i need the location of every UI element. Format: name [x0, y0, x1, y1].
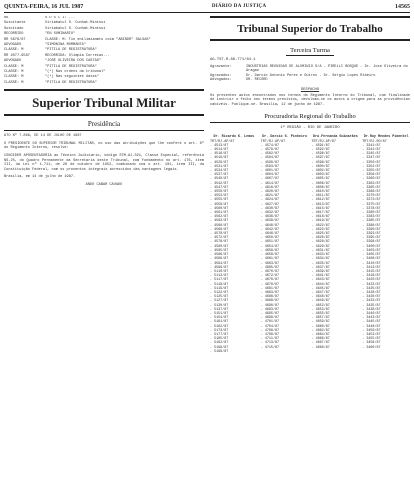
prt-process-entry: - 5185/87 — [210, 337, 229, 342]
prt-process-entry: - 3458/87 — [362, 341, 381, 346]
left-entry-text: "(*) Nas seguintes datas" — [45, 75, 99, 80]
prt-process-entry: - 3393/87 — [362, 232, 381, 237]
left-entry — [4, 43, 204, 47]
stm-title: Superior Tribunal Militar — [4, 89, 204, 116]
left-entry-label: RR 4077-9587 — [4, 53, 30, 58]
tst-party-name: INDÚSTRIAS REUNIDAS DE ALUMINIO S/A - PIRELLI BOSQUE - Dr. Jose Oliveira do Aragao — [246, 65, 408, 74]
prt-process-entry: - 4693/87 — [260, 307, 280, 312]
tst-party-row — [210, 65, 410, 74]
left-entry-text: CLASSE: M: Tin enilimianmtu coim "ABINDR" SALSAS" — [45, 37, 151, 42]
prt-procurador-column — [312, 133, 360, 354]
prt-process-entry: - 3363/87 — [362, 181, 381, 186]
prt-process-entry: - 4658/87 — [260, 253, 280, 258]
prt-process-entry: - 3358/87 — [362, 173, 381, 178]
prt-process-entry: - 4560/87 — [210, 206, 229, 211]
prt-procurador-name: Dr. Darcio G. Pinheiro — [262, 135, 307, 140]
prt-process-entry: - 3430/87 — [362, 295, 381, 300]
prt-process-entry: - 3440/87 — [362, 311, 381, 316]
prt-process-entry: - 4606/87 — [311, 181, 330, 186]
prt-process-entry: - 3373/87 — [362, 198, 381, 203]
prt-process-entry: - 5122/87 — [210, 290, 229, 295]
tst-party-name: Dr. Darcio Antonio Perez e Outros - Dr. Sergio Lopes Ribeiro — [246, 73, 376, 78]
prt-process-entry: - 3423/87 — [362, 282, 381, 287]
left-entry-label: CLASSE: M — [4, 80, 24, 85]
left-entry-label: CLASSE: M — [4, 75, 24, 80]
prt-process-entry: - 4635/87 — [311, 261, 330, 266]
prt-process-entry: - 4656/87 — [260, 248, 280, 253]
prt-process-entry: - 4686/87 — [260, 295, 280, 300]
tst-despacho-text: Os presentes autos encontrados nos termos do Regimento Interno do Tribunal, com finalidade de instruir o feito nos termos previstos, devolvam-se os autos à origem para as providências cabíveis. Publique-se. Brasília, 12 de junho de 1987. — [210, 93, 410, 107]
left-entry-text: "PITILA DE REGISTRATURA" — [45, 80, 97, 85]
prt-process-entry: - 4636/87 — [260, 215, 280, 220]
stm-paragraph: ATO Nº 7.866, DE 14 DE JULHO DE 1987 — [4, 134, 82, 139]
prt-process-entry: - 4614/87 — [260, 181, 280, 186]
left-entry — [4, 75, 204, 79]
prt-process-entry: - 4622/87 — [311, 223, 330, 228]
prt-process-entry: - 4513/87 — [210, 143, 229, 148]
left-entry-label: RR 5876/87 — [4, 37, 26, 42]
prt-process-entry: - 4648/87 — [311, 295, 330, 300]
prt-process-entry: - 4666/87 — [311, 337, 330, 342]
prt-process-entry: - 4713/87 — [260, 341, 280, 346]
prt-process-entry: - 4566/87 — [210, 223, 229, 228]
prt-process-entry: - 4646/87 — [260, 232, 280, 237]
prt-process-entry: - 3350/87 — [362, 160, 381, 165]
prt-process-entry: - 4660/87 — [311, 324, 330, 329]
tst-despacho-header: DESPACHO — [300, 87, 320, 92]
header-publication: DIÁRIO DA JUSTIÇA — [211, 4, 267, 9]
left-entry-label: CLASSE: M — [4, 70, 24, 75]
left-entry-text: Viriabatul S. Cunhat-Mintsui — [45, 21, 106, 26]
prt-process-entry: TRT/RJ-AP/87 — [260, 139, 286, 144]
prt-process-entry: - 5151/87 — [210, 311, 229, 316]
prt-process-entry: - 4688/87 — [260, 299, 280, 304]
prt-process-entry: - 3400/87 — [362, 244, 381, 249]
prt-process-entry: - 3342/87 — [362, 148, 381, 153]
left-entry-text: "JOSÉ OLIVEIRA DOS CASTAS" — [45, 59, 102, 64]
prt-process-entry: - 4681/87 — [260, 286, 280, 291]
prt-process-entry: - 4519/87 — [210, 156, 229, 161]
stm-paragraphs — [4, 134, 204, 180]
prt-process-entry: - 4616/87 — [260, 185, 280, 190]
prt-procurador-name: Dr. Ricardo K. Lemos — [213, 135, 255, 140]
prt-process-entry: - 4709/87 — [260, 332, 280, 337]
prt-process-entry: - 3408/87 — [362, 257, 381, 262]
tst-party-row — [210, 78, 410, 82]
tst-title: Tribunal Superior do Trabalho — [210, 16, 410, 41]
tst-party-name: DR. RECORD — [246, 78, 268, 83]
prt-procurador-column — [362, 133, 410, 354]
prt-process-entry: - 4584/87 — [260, 156, 280, 161]
prt-process-entry: - 4514/87 — [210, 148, 229, 153]
prt-process-entry: - 4612/87 — [311, 198, 330, 203]
prt-process-entry: - 4610/87 — [311, 190, 330, 195]
prt-process-entry: - 5130/87 — [210, 303, 229, 308]
prt-process-entry: - 3390/87 — [362, 227, 381, 232]
prt-process-entry: - 4594/87 — [210, 261, 229, 266]
prt-process-entry: - 4555/87 — [210, 198, 229, 203]
left-entry-text: "PITILA DE REGISTRATURA" — [45, 48, 97, 53]
left-entry-label: RECORRIDO — [4, 32, 24, 37]
prt-procurador-column — [210, 133, 258, 354]
left-entry-text: S U S C I: ... — [45, 16, 76, 20]
prt-process-entry: - 3345/87 — [362, 152, 381, 157]
prt-process-entry: - 4540/87 — [210, 177, 229, 182]
prt-process-entry: - 3383/87 — [362, 215, 381, 220]
prt-process-entry: - 3425/87 — [362, 286, 381, 291]
prt-process-entry: - 4678/87 — [260, 282, 280, 287]
left-entry — [4, 54, 204, 58]
left-entry-label: Suscitante — [4, 21, 26, 26]
prt-process-entry: - 4601/87 — [260, 169, 280, 174]
prt-process-entry: - 4607/87 — [260, 177, 280, 182]
prt-process-entry: - 4578/87 — [210, 240, 229, 245]
prt-process-entry: - 3365/87 — [362, 185, 381, 190]
prt-process-entry: - 4550/87 — [210, 190, 229, 195]
prt-process-entry: - 4664/87 — [311, 332, 330, 337]
prt-process-entry: - 4695/87 — [260, 311, 280, 316]
prt-process-entry: - 4676/87 — [260, 278, 280, 283]
left-entry-label: ADVOGADO — [4, 59, 22, 64]
prt-process-entry: - 3448/87 — [362, 324, 381, 329]
prt-process-entry: - 4534/87 — [210, 169, 229, 174]
prt-process-entry: - 4621/87 — [260, 194, 280, 199]
prt-process-entry: - 4518/87 — [210, 152, 229, 157]
prt-process-entry: - 4547/87 — [210, 185, 229, 190]
prt-process-entry: - 3378/87 — [362, 206, 381, 211]
prt-process-entry: - 3395/87 — [362, 236, 381, 241]
prt-process-entry: - 5119/87 — [210, 286, 229, 291]
prt-process-entry: - 4586/87 — [210, 253, 229, 258]
left-entry — [4, 81, 204, 85]
stm-signature: ANDO CABAR CAVADO — [85, 183, 123, 188]
prt-process-entry: - 4613/87 — [311, 202, 330, 207]
left-entry-label: CLASSE: M — [4, 48, 24, 53]
prt-process-entry: - 3450/87 — [362, 328, 381, 333]
prt-process-entry: - 4620/87 — [260, 190, 280, 195]
prt-process-entry: - 4668/87 — [311, 345, 330, 350]
prt-process-entry: - 3341/87 — [362, 143, 381, 148]
prt-process-entry: - 3455/87 — [362, 337, 381, 342]
prt-process-entry: - 4690/87 — [260, 303, 280, 308]
tst-turma — [210, 47, 410, 54]
prt-process-entry: - 3433/87 — [362, 299, 381, 304]
prt-process-entry: - 4558/87 — [210, 202, 229, 207]
prt-process-entry: - 4563/87 — [210, 219, 229, 224]
left-entry-label: CLASSE: M — [4, 64, 24, 69]
prt-process-entry: - 4579/87 — [260, 148, 280, 153]
prt-process-entry: - 3420/87 — [362, 278, 381, 283]
prt-process-entry: - 4651/87 — [260, 240, 280, 245]
prt-process-entry: - 4652/87 — [311, 303, 330, 308]
prt-process-entry: - 4624/87 — [260, 198, 280, 203]
prt-procurador-column — [261, 133, 309, 354]
prt-process-entry: - 4603/87 — [311, 173, 330, 178]
prt-process-entry: - 4638/87 — [260, 219, 280, 224]
prt-process-entry: - 4683/87 — [260, 290, 280, 295]
prt-process-entry: - 4643/87 — [311, 278, 330, 283]
prt-process-entry: - 4572/87 — [210, 236, 229, 241]
prt-process-entry: - 4630/87 — [260, 206, 280, 211]
prt-process-entry: - 4589/87 — [210, 257, 229, 262]
left-entry — [4, 16, 204, 20]
left-entry-text: "(*) Nas ordens da tribunal" — [45, 70, 106, 75]
prt-process-entry: - 4644/87 — [311, 282, 330, 287]
prt-process-entry: - 5117/87 — [210, 278, 229, 283]
prt-process-entry: - 4617/87 — [311, 211, 330, 216]
prt-process-entry: - 4711/87 — [260, 337, 280, 342]
right-column — [210, 16, 410, 496]
prt-process-entry: - 5137/87 — [210, 307, 229, 312]
prt-process-entry: - 4667/87 — [311, 341, 330, 346]
prt-process-entry: - 4672/87 — [260, 274, 280, 279]
prt-process-entry: - 4642/87 — [260, 227, 280, 232]
stm-paragraph: CONCEDER APOSENTADORIA ao Técnico Judiciário, código STM-AJ-021, Classe Especial, referência NS-25, do Quadro Permanente da Secretaria deste Tribunal, com fundamento no art. 176, item III, da Lei nº 1.711, de 28 de outubro de 1952, combinado com o art. 101, item III, da Constituição Federal, com os proventos integrais acrescidos das vantagens legais. — [4, 154, 204, 172]
prt-process-entry: - 4611/87 — [311, 194, 330, 199]
tst-process-number: AG-TST-R-88-771/84.1 — [210, 58, 256, 62]
prt-process-entry: - 5173/87 — [210, 328, 229, 333]
prt-process-entry: - 3428/87 — [362, 290, 381, 295]
prt-process-entry: - 3385/87 — [362, 219, 381, 224]
prt-process-entry: - 5161/87 — [210, 320, 229, 325]
prt-process-entry: - 4628/87 — [311, 240, 330, 245]
prt-process-entry: - 4561/87 — [210, 211, 229, 216]
prt-process-entry: - 5110/87 — [210, 269, 229, 274]
prt-process-entry: - 5198/87 — [210, 345, 229, 350]
left-entry — [4, 48, 204, 52]
prt-process-entry: - 4592/87 — [311, 148, 330, 153]
prt-process-entry: - 4663/87 — [260, 261, 280, 266]
prt-process-entry: - 4633/87 — [311, 253, 330, 258]
prt-process-entry: - 3398/87 — [362, 240, 381, 245]
prt-process-entry: - 4585/87 — [210, 248, 229, 253]
prt-process-entry: - 4657/87 — [311, 316, 330, 321]
prt-procurador-name: Dr.Ruy Mendes Pimentel — [363, 135, 409, 140]
tst-parties — [210, 65, 410, 83]
prt-title: Procuradoria Regional do Trabalho — [210, 113, 410, 123]
prt-process-entry: - 5127/87 — [210, 299, 229, 304]
prt-process-entry: - 4615/87 — [311, 206, 330, 211]
left-entry-label: RA — [4, 16, 9, 20]
prt-process-entry: - 4582/87 — [260, 152, 280, 157]
left-entry-label: ADVOGADO — [4, 43, 22, 48]
prt-process-entry: - 4591/87 — [311, 143, 330, 148]
prt-process-entry: - 4618/87 — [311, 215, 330, 220]
prt-process-entry: - 4647/87 — [311, 290, 330, 295]
left-entry — [4, 32, 204, 36]
prt-process-entry: - 5118/87 — [210, 282, 229, 287]
prt-process-entry: - 4645/87 — [311, 286, 330, 291]
prt-distribution-table — [210, 133, 410, 354]
prt-process-entry: - 3352/87 — [362, 164, 381, 169]
prt-process-entry: - 4632/87 — [260, 211, 280, 216]
prt-process-entry: - 4598/87 — [311, 160, 330, 165]
prt-process-entry: TRT/RJ-RO/87 — [362, 139, 387, 144]
prt-process-entry: - 4701/87 — [260, 320, 280, 325]
prt-process-entry: - 4698/87 — [260, 316, 280, 321]
prt-process-entry: - 4542/87 — [210, 181, 229, 186]
left-entry-text: "SIMONINA MURMANTA" — [45, 43, 86, 48]
prt-subtitle: 1ª REGIÃO - RIO DE JANEIRO — [280, 126, 340, 131]
left-entry — [4, 38, 204, 42]
header-date: QUINTA-FEIRA, 16 JUL 1987 — [4, 4, 84, 10]
prt-process-entry: - 4590/87 — [260, 160, 280, 165]
prt-process-entry: - 4593/87 — [260, 164, 280, 169]
prt-process-entry: - 5192/87 — [210, 341, 229, 346]
prt-process-entry: - 3413/87 — [362, 265, 381, 270]
prt-process-entry: - 4661/87 — [260, 257, 280, 262]
left-entry-text: "EN SUMINARIO" — [45, 32, 76, 37]
prt-process-entry: - 4604/87 — [260, 173, 280, 178]
prt-process-entry: - 4570/87 — [210, 232, 229, 237]
prt-process-entry: - 3380/87 — [362, 211, 381, 216]
stm-paragraph: Brasília, em 14 de julho de 1987. — [4, 175, 76, 180]
prt-process-entry: - 4605/87 — [311, 177, 330, 182]
prt-process-entry: - 3347/87 — [362, 156, 381, 161]
prt-process-entry: - 4641/87 — [311, 274, 330, 279]
prt-process-entry: - 4704/87 — [260, 324, 280, 329]
tst-party-role: Advogados: — [210, 78, 232, 83]
tst-turma-label: Terceira Turma — [286, 47, 334, 56]
prt-process-entry: - 3388/87 — [362, 223, 381, 228]
prt-process-entry: - 4531/87 — [210, 164, 229, 169]
prt-process-entry: - 3443/87 — [362, 316, 381, 321]
prt-process-entry: - 4619/87 — [311, 219, 330, 224]
prt-process-entry: - 4649/87 — [311, 299, 330, 304]
prt-process-entry: - 4715/87 — [260, 345, 280, 350]
prt-process-entry: - 5177/87 — [210, 332, 229, 337]
prt-process-entry: - 3405/87 — [362, 253, 381, 258]
prt-process-entry: - 5199/87 — [210, 349, 229, 354]
prt-process-entry: - 3418/87 — [362, 274, 381, 279]
prt-process-entry: TRT/RJ-AP/87 — [210, 139, 235, 144]
prt-process-entry: - 4602/87 — [311, 169, 330, 174]
prt-process-entry: - 3370/87 — [362, 194, 381, 199]
prt-process-entry: - 4659/87 — [311, 320, 330, 325]
prt-process-entry: - 4637/87 — [311, 265, 330, 270]
prt-process-entry: - 4529/87 — [210, 160, 229, 165]
prt-process-entry: - 3453/87 — [362, 332, 381, 337]
prt-process-entry: - 3403/87 — [362, 248, 381, 253]
prt-process-entry: - 4706/87 — [260, 328, 280, 333]
prt-process-entry: - 4670/87 — [260, 269, 280, 274]
prt-process-entry: - 4626/87 — [311, 236, 330, 241]
prt-process-entry: - 4640/87 — [260, 223, 280, 228]
prt-process-entry: - 4629/87 — [311, 244, 330, 249]
prt-process-entry: - 4568/87 — [210, 227, 229, 232]
prt-process-entry: - 4653/87 — [311, 307, 330, 312]
prt-process-entry: - 4596/87 — [311, 152, 330, 157]
page-header — [4, 4, 410, 13]
left-entry — [4, 59, 204, 63]
prt-process-entry: - 3355/87 — [362, 169, 381, 174]
left-entry — [4, 21, 204, 25]
left-entry-label: Suscitado — [4, 26, 24, 31]
prt-process-entry: - 3460/87 — [362, 345, 381, 350]
prt-process-entry: - 5113/87 — [210, 274, 229, 279]
stm-section-title: Presidência — [4, 120, 204, 131]
prt-procurador-name: Dra.Fernanda Guimarães — [312, 135, 358, 140]
left-entry-text: RECORRIDA: Olimpia Correias... — [45, 53, 110, 58]
prt-process-entry: - 3410/87 — [362, 261, 381, 266]
prt-process-entry: - 3360/87 — [362, 177, 381, 182]
prt-process-entry: - 3375/87 — [362, 202, 381, 207]
left-entries-list — [4, 16, 204, 85]
prt-process-entry: - 3438/87 — [362, 307, 381, 312]
left-entry — [4, 70, 204, 74]
prt-process-entry: - 4600/87 — [311, 164, 330, 169]
prt-process-entry: - 4665/87 — [260, 265, 280, 270]
prt-process-entry: - 5125/87 — [210, 295, 229, 300]
left-entry-text: Viriabatul S. Cunhat-Mintsui — [45, 26, 106, 31]
prt-process-entry: - 4639/87 — [311, 269, 330, 274]
prt-process-entry: - 5154/87 — [210, 316, 229, 321]
prt-process-entry: - 4625/87 — [311, 232, 330, 237]
prt-process-entry: - 3445/87 — [362, 320, 381, 325]
header-page-number: 14565 — [394, 4, 410, 10]
left-entry — [4, 65, 204, 69]
tst-party-role: Agravados: — [210, 73, 232, 78]
prt-process-entry: TRT/RJ-AP/87 — [311, 139, 336, 144]
prt-process-entry: - 4553/87 — [210, 194, 229, 199]
prt-process-entry: - 4574/87 — [260, 143, 280, 148]
prt-process-entry: - 4537/87 — [210, 173, 229, 178]
prt-process-entry: - 4562/87 — [210, 215, 229, 220]
prt-process-entry: - 4654/87 — [260, 244, 280, 249]
left-column — [4, 16, 204, 496]
prt-process-entry: - 4597/87 — [311, 156, 330, 161]
prt-process-entry: - 3435/87 — [362, 303, 381, 308]
prt-process-entry: - 4631/87 — [311, 248, 330, 253]
stm-paragraph: O PRESIDENTE DO SUPERIOR TRIBUNAL MILITAR, no uso das atribuições que lhe confere o art. 8º do Regimento Interno, resolve: — [4, 141, 204, 151]
prt-process-entry: - 4650/87 — [260, 236, 280, 241]
prt-process-entry: - 3415/87 — [362, 269, 381, 274]
prt-process-entry: - 4634/87 — [311, 257, 330, 262]
prt-process-entry: - 4655/87 — [311, 311, 330, 316]
prt-process-entry: - 4623/87 — [311, 227, 330, 232]
prt-process-entry: - 4580/87 — [210, 244, 229, 249]
tst-party-role: Agravante: — [210, 65, 232, 69]
prt-process-entry: - 3368/87 — [362, 190, 381, 195]
prt-process-entry: - 4627/87 — [260, 202, 280, 207]
prt-process-entry: - 4599/87 — [210, 265, 229, 270]
left-entry — [4, 27, 204, 31]
left-entry-text: "PITILA DE REGISTRATURA" — [45, 64, 97, 69]
prt-process-entry: - 4662/87 — [311, 328, 330, 333]
prt-process-entry: - 4608/87 — [311, 185, 330, 190]
prt-process-entry: - 5162/87 — [210, 324, 229, 329]
